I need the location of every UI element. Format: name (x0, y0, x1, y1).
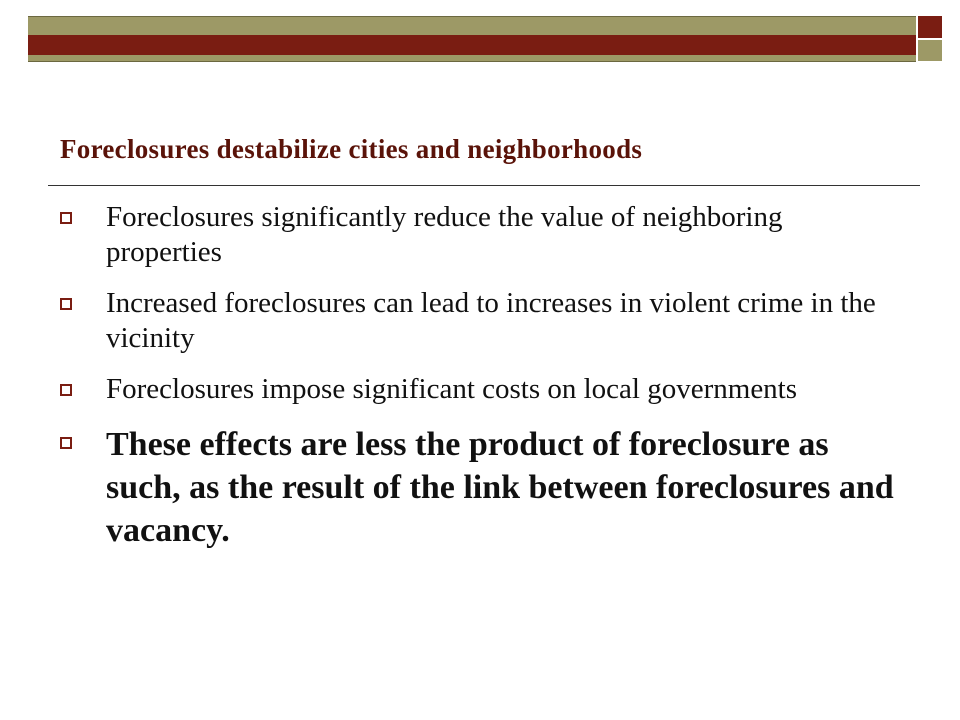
bullet-item (60, 200, 900, 270)
bullet-list (60, 200, 900, 552)
bullet-item (60, 286, 900, 356)
header-corner-square-olive (918, 40, 942, 61)
bullet-text: Foreclosures significantly reduce the value of neighboring properties (106, 201, 783, 268)
hollow-square-icon (60, 298, 72, 310)
bullet-text: These effects are less the product of foreclosure as such, as the result of the link between foreclosures and vacancy. (106, 426, 894, 549)
hollow-square-icon (60, 384, 72, 396)
title-divider (48, 185, 920, 186)
bullet-item-emphasis (60, 423, 900, 552)
header-band-olive-bottom (28, 55, 916, 62)
bullet-text: Foreclosures impose significant costs on local governments (106, 373, 798, 405)
header-corner-square-maroon (918, 16, 942, 38)
header-band-maroon (28, 35, 916, 55)
header-band-olive-top (28, 16, 916, 35)
bullet-text: Increased foreclosures can lead to increases in violent crime in the vicinity (106, 287, 876, 354)
bullet-item (60, 372, 900, 407)
hollow-square-icon (60, 212, 72, 224)
hollow-square-icon (60, 437, 72, 449)
slide-title: Foreclosures destabilize cities and neighborhoods (60, 134, 643, 164)
